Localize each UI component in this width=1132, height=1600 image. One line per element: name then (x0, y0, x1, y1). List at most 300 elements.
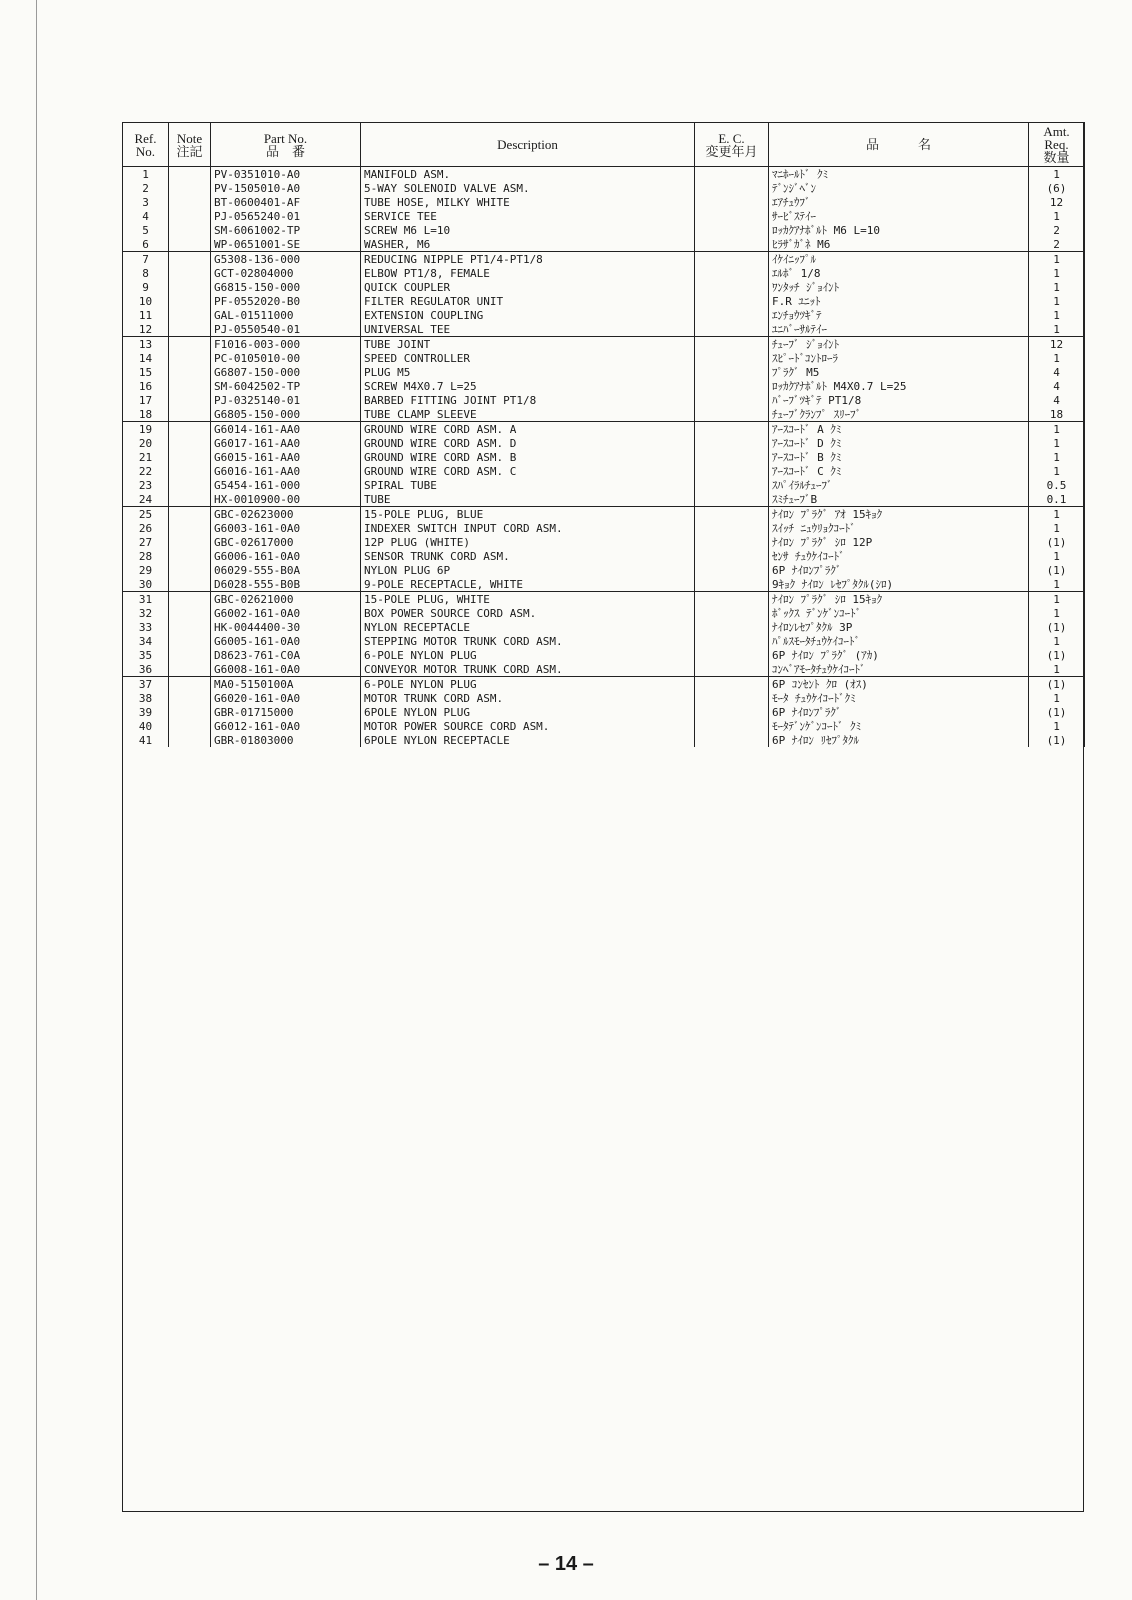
row-description: PLUG M5 (361, 365, 695, 379)
row-ref: 1 (123, 167, 169, 182)
row-ref: 9 (123, 280, 169, 294)
table-row (123, 294, 1085, 308)
table-row (123, 308, 1085, 322)
row-description: 15-POLE PLUG, BLUE (361, 507, 695, 522)
row-ref: 6 (123, 237, 169, 252)
row-amt: 1 (1029, 634, 1085, 648)
row-jp-name: ﾊﾟﾙｽﾓｰﾀﾁｭｳｹｲｺｰﾄﾞ (769, 634, 1029, 648)
row-description: 6-POLE NYLON PLUG (361, 677, 695, 692)
row-description: NYLON PLUG 6P (361, 563, 695, 577)
row-jp-name: ｽｲｯﾁ ﾆｭｳﾘｮｸｺｰﾄﾞ (769, 521, 1029, 535)
table-row (123, 322, 1085, 337)
row-part-no: G6815-150-000 (211, 280, 361, 294)
table-row (123, 223, 1085, 237)
table-row (123, 237, 1085, 252)
row-description: SCREW M4X0.7 L=25 (361, 379, 695, 393)
row-jp-name: 6P ｺﾝｾﾝﾄ ｸﾛ (ｵｽ) (769, 677, 1029, 692)
row-amt: (1) (1029, 563, 1085, 577)
row-part-no: GAL-01511000 (211, 308, 361, 322)
row-description: EXTENSION COUPLING (361, 308, 695, 322)
table-row (123, 266, 1085, 280)
table-row (123, 280, 1085, 294)
row-description: MOTOR TRUNK CORD ASM. (361, 691, 695, 705)
row-amt: 1 (1029, 719, 1085, 733)
row-jp-name: ﾋﾗｻﾞｶﾞﾈ M6 (769, 237, 1029, 252)
row-note (169, 223, 211, 237)
row-ec (695, 181, 769, 195)
row-part-no: D6028-555-B0B (211, 577, 361, 592)
table-row (123, 549, 1085, 563)
row-ref: 27 (123, 535, 169, 549)
row-note (169, 478, 211, 492)
row-description: GROUND WIRE CORD ASM. B (361, 450, 695, 464)
row-note (169, 280, 211, 294)
row-amt: 1 (1029, 422, 1085, 437)
row-description: 6-POLE NYLON PLUG (361, 648, 695, 662)
row-ref: 10 (123, 294, 169, 308)
row-ec (695, 662, 769, 677)
row-part-no: MA0-5150100A (211, 677, 361, 692)
row-amt: 1 (1029, 549, 1085, 563)
row-jp-name: ｱｰｽｺｰﾄﾞ B ｸﾐ (769, 450, 1029, 464)
row-part-no: G6017-161-AA0 (211, 436, 361, 450)
row-ec (695, 337, 769, 352)
row-ref: 17 (123, 393, 169, 407)
row-note (169, 521, 211, 535)
row-ref: 20 (123, 436, 169, 450)
row-note (169, 436, 211, 450)
row-note (169, 181, 211, 195)
row-part-no: G6807-150-000 (211, 365, 361, 379)
row-ref: 41 (123, 733, 169, 747)
row-amt: 1 (1029, 577, 1085, 592)
row-note (169, 252, 211, 267)
row-jp-name: ｽﾋﾟｰﾄﾞｺﾝﾄﾛｰﾗ (769, 351, 1029, 365)
row-ref: 37 (123, 677, 169, 692)
table-row (123, 577, 1085, 592)
row-ref: 38 (123, 691, 169, 705)
row-ec (695, 549, 769, 563)
row-ec (695, 393, 769, 407)
row-part-no: WP-0651001-SE (211, 237, 361, 252)
header-part-no: Part No. 品 番 (211, 123, 361, 167)
row-part-no: G6012-161-0A0 (211, 719, 361, 733)
row-part-no: PC-0105010-00 (211, 351, 361, 365)
row-description: GROUND WIRE CORD ASM. D (361, 436, 695, 450)
row-amt: 0.1 (1029, 492, 1085, 507)
row-amt: 12 (1029, 195, 1085, 209)
row-ref: 16 (123, 379, 169, 393)
row-amt: 1 (1029, 662, 1085, 677)
row-jp-name: ﾛｯｶｸｱﾅﾎﾞﾙﾄ M6 L=10 (769, 223, 1029, 237)
header-ref: Ref. No. (123, 123, 169, 167)
row-note (169, 365, 211, 379)
row-description: STEPPING MOTOR TRUNK CORD ASM. (361, 634, 695, 648)
row-amt: 2 (1029, 223, 1085, 237)
row-amt: (1) (1029, 733, 1085, 747)
row-ref: 15 (123, 365, 169, 379)
row-ref: 29 (123, 563, 169, 577)
row-jp-name: ｱｰｽｺｰﾄﾞ A ｸﾐ (769, 422, 1029, 437)
table-row (123, 478, 1085, 492)
row-description: TUBE (361, 492, 695, 507)
row-note (169, 677, 211, 692)
row-part-no: GBC-02623000 (211, 507, 361, 522)
row-jp-name: ｻｰﾋﾞｽﾃｲｰ (769, 209, 1029, 223)
row-note (169, 195, 211, 209)
row-amt: 4 (1029, 365, 1085, 379)
row-ref: 3 (123, 195, 169, 209)
row-part-no: G6015-161-AA0 (211, 450, 361, 464)
table-row (123, 450, 1085, 464)
table-row (123, 648, 1085, 662)
row-jp-name: ﾁｭｰﾌﾞ ｼﾞｮｲﾝﾄ (769, 337, 1029, 352)
row-part-no: F1016-003-000 (211, 337, 361, 352)
table-row (123, 351, 1085, 365)
row-part-no: PJ-0325140-01 (211, 393, 361, 407)
row-part-no: G5308-136-000 (211, 252, 361, 267)
row-description: TUBE JOINT (361, 337, 695, 352)
row-part-no: G5454-161-000 (211, 478, 361, 492)
row-part-no: SM-6042502-TP (211, 379, 361, 393)
row-ec (695, 308, 769, 322)
row-jp-name: 6P ﾅｲﾛﾝ ﾘｾﾌﾟﾀｸﾙ (769, 733, 1029, 747)
table-row (123, 733, 1085, 747)
row-amt: 1 (1029, 507, 1085, 522)
row-part-no: G6002-161-0A0 (211, 606, 361, 620)
row-ref: 11 (123, 308, 169, 322)
row-ref: 22 (123, 464, 169, 478)
row-ref: 28 (123, 549, 169, 563)
row-description: FILTER REGULATOR UNIT (361, 294, 695, 308)
row-ec (695, 280, 769, 294)
row-ref: 36 (123, 662, 169, 677)
row-ec (695, 365, 769, 379)
header-jp-name: 品 名 (769, 123, 1029, 167)
row-amt: 1 (1029, 606, 1085, 620)
row-description: 5-WAY SOLENOID VALVE ASM. (361, 181, 695, 195)
row-jp-name: ｽﾊﾟｲﾗﾙﾁｭｰﾌﾞ (769, 478, 1029, 492)
row-amt: (1) (1029, 648, 1085, 662)
table-row (123, 181, 1085, 195)
row-part-no: PV-1505010-A0 (211, 181, 361, 195)
row-amt: 2 (1029, 237, 1085, 252)
row-note (169, 450, 211, 464)
row-ec (695, 266, 769, 280)
row-ec (695, 407, 769, 422)
row-note (169, 407, 211, 422)
table-row (123, 620, 1085, 634)
row-description: REDUCING NIPPLE PT1/4-PT1/8 (361, 252, 695, 267)
row-part-no: G6805-150-000 (211, 407, 361, 422)
row-jp-name: ﾛｯｶｸｱﾅﾎﾞﾙﾄ M4X0.7 L=25 (769, 379, 1029, 393)
row-jp-name: ﾅｲﾛﾝ ﾌﾟﾗｸﾞ ｼﾛ 12P (769, 535, 1029, 549)
header-ec: E. C. 変更年月 (695, 123, 769, 167)
row-ec (695, 507, 769, 522)
table-row (123, 492, 1085, 507)
row-ref: 35 (123, 648, 169, 662)
table-row (123, 209, 1085, 223)
row-ref: 7 (123, 252, 169, 267)
row-part-no: GBR-01803000 (211, 733, 361, 747)
row-description: MANIFOLD ASM. (361, 167, 695, 182)
page-number: – 14 – (538, 1553, 594, 1575)
row-part-no: GBR-01715000 (211, 705, 361, 719)
row-amt: 4 (1029, 379, 1085, 393)
row-ec (695, 620, 769, 634)
row-amt: 1 (1029, 308, 1085, 322)
row-jp-name: ﾅｲﾛﾝﾚｾﾌﾟﾀｸﾙ 3P (769, 620, 1029, 634)
row-description: MOTOR POWER SOURCE CORD ASM. (361, 719, 695, 733)
row-jp-name: ﾁｭｰﾌﾞｸﾗﾝﾌﾟ ｽﾘｰﾌﾞ (769, 407, 1029, 422)
row-description: SENSOR TRUNK CORD ASM. (361, 549, 695, 563)
row-amt: 1 (1029, 322, 1085, 337)
row-description: SERVICE TEE (361, 209, 695, 223)
table-row (123, 592, 1085, 607)
table-row (123, 393, 1085, 407)
table-row (123, 195, 1085, 209)
row-ec (695, 535, 769, 549)
row-amt: 1 (1029, 464, 1085, 478)
row-ec (695, 379, 769, 393)
row-ref: 13 (123, 337, 169, 352)
table-row (123, 563, 1085, 577)
row-description: TUBE CLAMP SLEEVE (361, 407, 695, 422)
row-ref: 32 (123, 606, 169, 620)
row-ref: 5 (123, 223, 169, 237)
header-description: Description (361, 123, 695, 167)
parts-list-table (122, 122, 1085, 747)
row-ref: 39 (123, 705, 169, 719)
row-description: WASHER, M6 (361, 237, 695, 252)
row-description: SPIRAL TUBE (361, 478, 695, 492)
table-row (123, 464, 1085, 478)
row-part-no: SM-6061002-TP (211, 223, 361, 237)
binding-margin-line (36, 0, 37, 1600)
row-amt: 1 (1029, 280, 1085, 294)
row-ref: 2 (123, 181, 169, 195)
row-ref: 18 (123, 407, 169, 422)
row-ec (695, 464, 769, 478)
row-jp-name: 6P ﾅｲﾛﾝﾌﾟﾗｸﾞ (769, 563, 1029, 577)
table-row (123, 407, 1085, 422)
row-amt: 1 (1029, 521, 1085, 535)
row-description: SPEED CONTROLLER (361, 351, 695, 365)
row-jp-name: 6P ﾅｲﾛﾝ ﾌﾟﾗｸﾞ (ｱｶ) (769, 648, 1029, 662)
row-note (169, 634, 211, 648)
row-ec (695, 592, 769, 607)
row-ec (695, 450, 769, 464)
row-part-no: G6014-161-AA0 (211, 422, 361, 437)
row-part-no: PV-0351010-A0 (211, 167, 361, 182)
row-part-no: G6006-161-0A0 (211, 549, 361, 563)
row-jp-name: ﾃﾞﾝｼﾞﾍﾞﾝ (769, 181, 1029, 195)
row-ec (695, 563, 769, 577)
row-ref: 34 (123, 634, 169, 648)
row-jp-name: ﾅｲﾛﾝ ﾌﾟﾗｸﾞ ｱｵ 15ｷｮｸ (769, 507, 1029, 522)
table-row (123, 662, 1085, 677)
table-row (123, 691, 1085, 705)
row-amt: 1 (1029, 436, 1085, 450)
row-ec (695, 521, 769, 535)
row-ref: 33 (123, 620, 169, 634)
row-part-no: HK-0044400-30 (211, 620, 361, 634)
row-description: ELBOW PT1/8, FEMALE (361, 266, 695, 280)
row-note (169, 464, 211, 478)
table-row (123, 507, 1085, 522)
row-ec (695, 691, 769, 705)
row-ec (695, 492, 769, 507)
row-amt: 1 (1029, 450, 1085, 464)
row-jp-name: 9ｷｮｸ ﾅｲﾛﾝ ﾚｾﾌﾟﾀｸﾙ(ｼﾛ) (769, 577, 1029, 592)
row-amt: 1 (1029, 691, 1085, 705)
row-note (169, 606, 211, 620)
row-ec (695, 705, 769, 719)
row-description: BARBED FITTING JOINT PT1/8 (361, 393, 695, 407)
row-ref: 4 (123, 209, 169, 223)
row-description: 6POLE NYLON RECEPTACLE (361, 733, 695, 747)
row-amt: (1) (1029, 535, 1085, 549)
row-part-no: D8623-761-C0A (211, 648, 361, 662)
row-amt: (1) (1029, 620, 1085, 634)
row-amt: 0.5 (1029, 478, 1085, 492)
row-part-no: GBC-02621000 (211, 592, 361, 607)
row-jp-name: ｱｰｽｺｰﾄﾞ C ｸﾐ (769, 464, 1029, 478)
row-ref: 31 (123, 592, 169, 607)
row-ec (695, 577, 769, 592)
row-description: TUBE HOSE, MILKY WHITE (361, 195, 695, 209)
row-part-no: 06029-555-B0A (211, 563, 361, 577)
row-ref: 12 (123, 322, 169, 337)
row-note (169, 563, 211, 577)
row-ec (695, 436, 769, 450)
row-ec (695, 422, 769, 437)
row-note (169, 294, 211, 308)
table-row (123, 436, 1085, 450)
row-amt: 1 (1029, 294, 1085, 308)
row-description: QUICK COUPLER (361, 280, 695, 294)
row-ec (695, 634, 769, 648)
row-description: CONVEYOR MOTOR TRUNK CORD ASM. (361, 662, 695, 677)
table-row (123, 634, 1085, 648)
row-part-no: PF-0552020-B0 (211, 294, 361, 308)
row-note (169, 422, 211, 437)
row-note (169, 592, 211, 607)
row-jp-name: F.R ﾕﾆｯﾄ (769, 294, 1029, 308)
row-amt: 1 (1029, 167, 1085, 182)
row-ec (695, 209, 769, 223)
row-note (169, 393, 211, 407)
row-part-no: G6016-161-AA0 (211, 464, 361, 478)
row-amt: (1) (1029, 705, 1085, 719)
table-row (123, 521, 1085, 535)
row-note (169, 691, 211, 705)
row-ec (695, 237, 769, 252)
row-ec (695, 733, 769, 747)
row-note (169, 308, 211, 322)
row-note (169, 351, 211, 365)
row-jp-name: ﾜﾝﾀｯﾁ ｼﾞｮｲﾝﾄ (769, 280, 1029, 294)
row-ref: 19 (123, 422, 169, 437)
row-part-no: HX-0010900-00 (211, 492, 361, 507)
row-ec (695, 606, 769, 620)
row-part-no: PJ-0565240-01 (211, 209, 361, 223)
row-note (169, 322, 211, 337)
header-note: Note 注記 (169, 123, 211, 167)
row-jp-name: ﾎﾞｯｸｽ ﾃﾞﾝｹﾞﾝｺｰﾄﾞ (769, 606, 1029, 620)
row-description: SCREW M6 L=10 (361, 223, 695, 237)
table-row (123, 535, 1085, 549)
row-note (169, 549, 211, 563)
row-note (169, 379, 211, 393)
table-row (123, 337, 1085, 352)
row-jp-name: ｲｹｲﾆｯﾌﾟﾙ (769, 252, 1029, 267)
row-description: NYLON RECEPTACLE (361, 620, 695, 634)
row-part-no: GBC-02617000 (211, 535, 361, 549)
row-jp-name: ﾓｰﾀﾃﾞﾝｹﾞﾝｺｰﾄﾞ ｸﾐ (769, 719, 1029, 733)
row-ec (695, 719, 769, 733)
table-row (123, 365, 1085, 379)
row-ec (695, 478, 769, 492)
row-note (169, 167, 211, 182)
row-jp-name: ﾏﾆﾎｰﾙﾄﾞ ｸﾐ (769, 167, 1029, 182)
row-description: 9-POLE RECEPTACLE, WHITE (361, 577, 695, 592)
header-amt: Amt. Req. 数量 (1029, 123, 1085, 167)
table-body (123, 167, 1085, 748)
row-ec (695, 648, 769, 662)
row-amt: (6) (1029, 181, 1085, 195)
row-amt: (1) (1029, 677, 1085, 692)
row-part-no: G6008-161-0A0 (211, 662, 361, 677)
row-jp-name: ｱｰｽｺｰﾄﾞ D ｸﾐ (769, 436, 1029, 450)
row-part-no: BT-0600401-AF (211, 195, 361, 209)
table-row (123, 677, 1085, 692)
row-jp-name: ｴﾝﾁｮｳﾂｷﾞﾃ (769, 308, 1029, 322)
row-description: UNIVERSAL TEE (361, 322, 695, 337)
row-ref: 30 (123, 577, 169, 592)
row-ec (695, 223, 769, 237)
table-row (123, 719, 1085, 733)
row-amt: 1 (1029, 209, 1085, 223)
row-amt: 18 (1029, 407, 1085, 422)
row-ec (695, 322, 769, 337)
row-description: INDEXER SWITCH INPUT CORD ASM. (361, 521, 695, 535)
row-amt: 4 (1029, 393, 1085, 407)
row-ref: 40 (123, 719, 169, 733)
row-description: 15-POLE PLUG, WHITE (361, 592, 695, 607)
row-jp-name: ｾﾝｻ ﾁｭｳｹｲｺｰﾄﾞ (769, 549, 1029, 563)
row-description: BOX POWER SOURCE CORD ASM. (361, 606, 695, 620)
row-description: 12P PLUG (WHITE) (361, 535, 695, 549)
row-ec (695, 677, 769, 692)
row-ec (695, 167, 769, 182)
row-note (169, 620, 211, 634)
row-ec (695, 252, 769, 267)
row-note (169, 492, 211, 507)
row-amt: 1 (1029, 351, 1085, 365)
table-row (123, 606, 1085, 620)
row-jp-name: ﾌﾟﾗｸﾞ M5 (769, 365, 1029, 379)
row-note (169, 648, 211, 662)
row-part-no: GCT-02804000 (211, 266, 361, 280)
table-row (123, 252, 1085, 267)
table-row (123, 422, 1085, 437)
row-jp-name: ｴﾙﾎﾞ 1/8 (769, 266, 1029, 280)
row-ref: 21 (123, 450, 169, 464)
row-note (169, 535, 211, 549)
row-ref: 24 (123, 492, 169, 507)
row-note (169, 577, 211, 592)
